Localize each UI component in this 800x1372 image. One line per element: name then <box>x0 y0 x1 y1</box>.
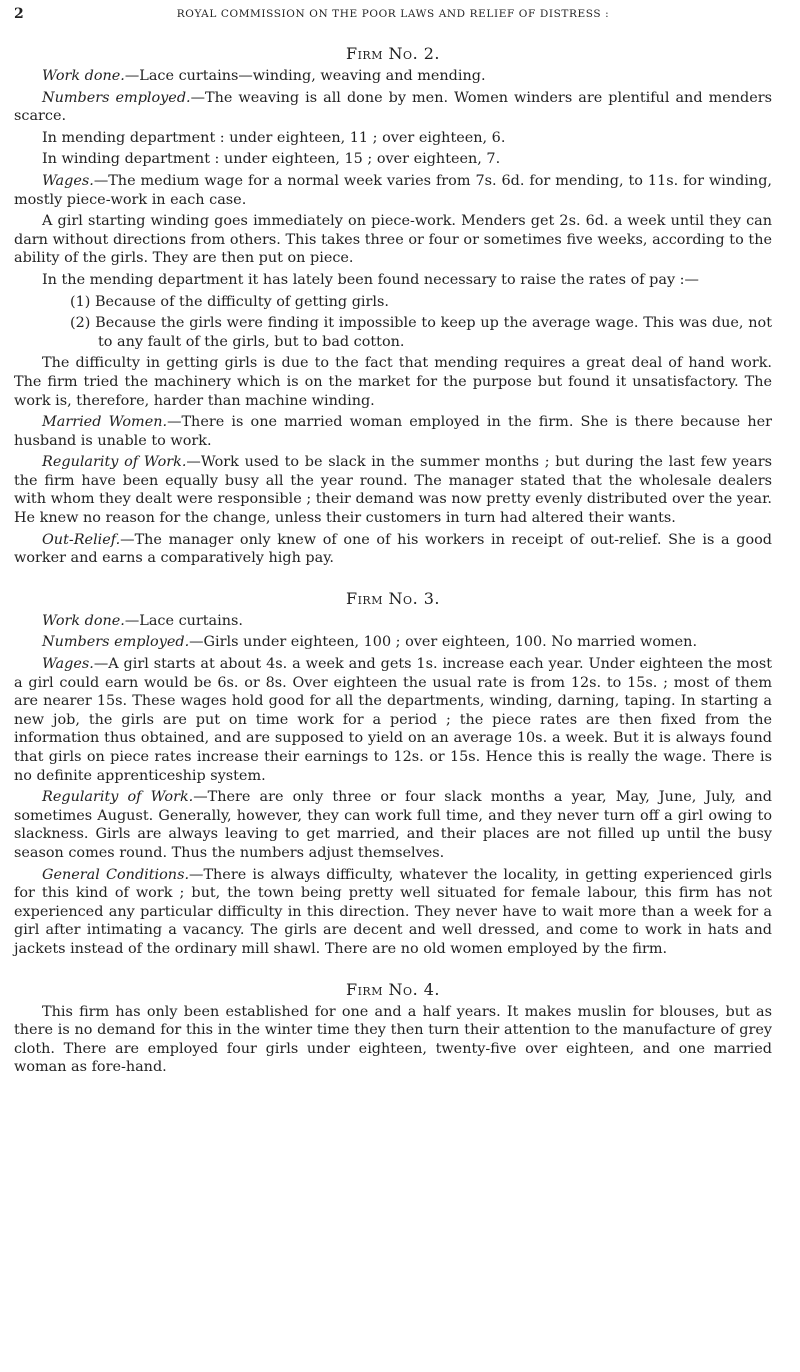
firm-2-work-done <box>14 67 772 86</box>
outrelief-text: —The manager only knew of one of his workers in receipt of out-relief. She is a good worker and earns a comparatively high pay. <box>14 531 772 567</box>
wages-text: —A girl starts at about 4s. a week and gets 1s. increase each year. Under eighteen the most a girl could earn would be 6s. or 8s. Over eighteen the usual rate is from 12s. to 15s. ; most of them are nearer 15s. These wages hold good for all the departments, winding, darning, taping. In starting a new job, the girls are put on time work for a period ; the piece rates are then fixed from the information thus obtained, and are supposed to yield on an average 10s. a week. But it is always found that girls on piece rates increase their earnings to 12s. or 15s. Hence this is really the wage. There is no definite apprenticeship system. <box>14 656 772 784</box>
general-text: —There is always difficulty, whatever the locality, in getting experienced girls for this kind of work ; but, the town being pretty well situated for female labour, this firm has not experienced any particular difficulty in this direction. They never have to wait more than a week for a girl after intimating a vacancy. The girls are decent and well dressed, and come to work in hats and jackets instead of the ordinary mill shawl. There are no old women employed by the firm. <box>14 866 772 957</box>
firm-4-section <box>14 980 772 1077</box>
running-title: ROYAL COMMISSION ON THE POOR LAWS AND RELIEF OF DISTRESS : <box>176 8 610 20</box>
firm-2-girl-starting: A girl starting winding goes immediately on piece-work. Menders get 2s. 6d. a week until they can darn without directions from others. This takes three or four or sometimes five weeks, according to the ability of the girls. They are then put on piece. <box>14 213 772 267</box>
reasons-list <box>14 293 772 352</box>
work-done-text: —Lace curtains—winding, weaving and mending. <box>124 68 486 84</box>
wages-lead: Wages. <box>42 656 94 673</box>
firm-3-section <box>14 589 772 959</box>
numbers-lead: Numbers employed. <box>42 634 190 651</box>
firm-3-numbers <box>14 633 772 652</box>
firm-3-heading: Firm No. 3. <box>345 588 441 608</box>
numbers-text: —The weaving is all done by men. Women winders are plentiful and menders scarce. <box>14 89 772 125</box>
firm-2-numbers <box>14 89 772 126</box>
firm-4-text: This firm has only been established for one and a half years. It makes muslin for blouses, but as there is no demand for this in the winter time they then turn their attention to the manufacture of grey cloth. There are employed four girls under eighteen, twenty-five over eighteen, and one married woman as fore-hand. <box>14 1003 772 1076</box>
firm-2-regularity <box>14 453 772 527</box>
regularity-lead: Regularity of Work. <box>42 454 187 471</box>
work-done-lead: Work done. <box>42 68 125 84</box>
firm-2-married <box>14 413 772 450</box>
general-lead: General Conditions. <box>42 866 190 883</box>
firm-2-winding-dept: In winding department : under eighteen, 15 ; over eighteen, 7. <box>42 151 501 168</box>
firm-3-work-done <box>14 612 772 631</box>
firm-2-difficulty: The difficulty in getting girls is due to the fact that mending requires a great deal of hand work. The firm tried the machinery which is on the market for the purpose but found it unsatisfactory. The work is, therefore, harder than machine winding. <box>14 355 772 409</box>
firm-4-heading: Firm No. 4. <box>345 979 441 999</box>
firm-2-heading: Firm No. 2. <box>345 44 441 63</box>
married-lead: Married Women. <box>42 414 168 431</box>
work-done-text: —Lace curtains. <box>124 612 243 629</box>
firm-2-wages <box>14 172 772 209</box>
firm-2-mending-dept: In mending department : under eighteen, 11 ; over eighteen, 6. <box>42 129 506 146</box>
work-done-lead: Work done. <box>42 612 125 629</box>
page-number: 2 <box>14 6 24 22</box>
regularity-text: —There are only three or four slack months a year, May, June, July, and sometimes August. Generally, however, they can work full time, and they never turn off a girl owing to slackness. Girls are always leaving to get married, and their places are not filled up until the busy season comes round. Thus the numbers adjust themselves. <box>14 789 772 861</box>
firm-2-section <box>14 44 772 568</box>
firm-3-wages <box>14 655 772 785</box>
firm-3-regularity <box>14 788 772 862</box>
outrelief-lead: Out-Relief. <box>42 531 121 548</box>
regularity-text: —Work used to be slack in the summer months ; but during the last few years the firm have been equally busy all the year round. The manager stated that the wholesale dealers with whom they dealt were responsible ; their demand was now pretty evenly distributed over the year. He knew no reason for the change, unless their customers in turn had altered their wants. <box>14 454 772 527</box>
reason-item: (1) Because of the difficulty of getting girls. <box>70 293 389 310</box>
document-page <box>14 0 772 1080</box>
wages-lead: Wages. <box>42 172 94 189</box>
firm-3-general <box>14 866 772 959</box>
firm-2-mending-raise: In the mending department it has lately been found necessary to raise the rates of pay :— <box>42 271 699 288</box>
numbers-lead: Numbers employed. <box>42 89 191 106</box>
firm-2-outrelief <box>14 531 772 568</box>
numbers-text: —Girls under eighteen, 100 ; over eighteen, 100. No married women. <box>189 634 698 651</box>
wages-text: —The medium wage for a normal week varies from 7s. 6d. for mending, to 11s. for winding, mostly piece-work in each case. <box>14 172 772 208</box>
married-text: —There is one married woman employed in the firm. She is there because her husband is unable to work. <box>14 414 772 449</box>
reason-item: (2) Because the girls were finding it impossible to keep up the average wage. This was due, not to any fault of the girls, but to bad cotton. <box>70 315 772 350</box>
page-header <box>14 6 772 36</box>
regularity-lead: Regularity of Work. <box>42 789 194 806</box>
